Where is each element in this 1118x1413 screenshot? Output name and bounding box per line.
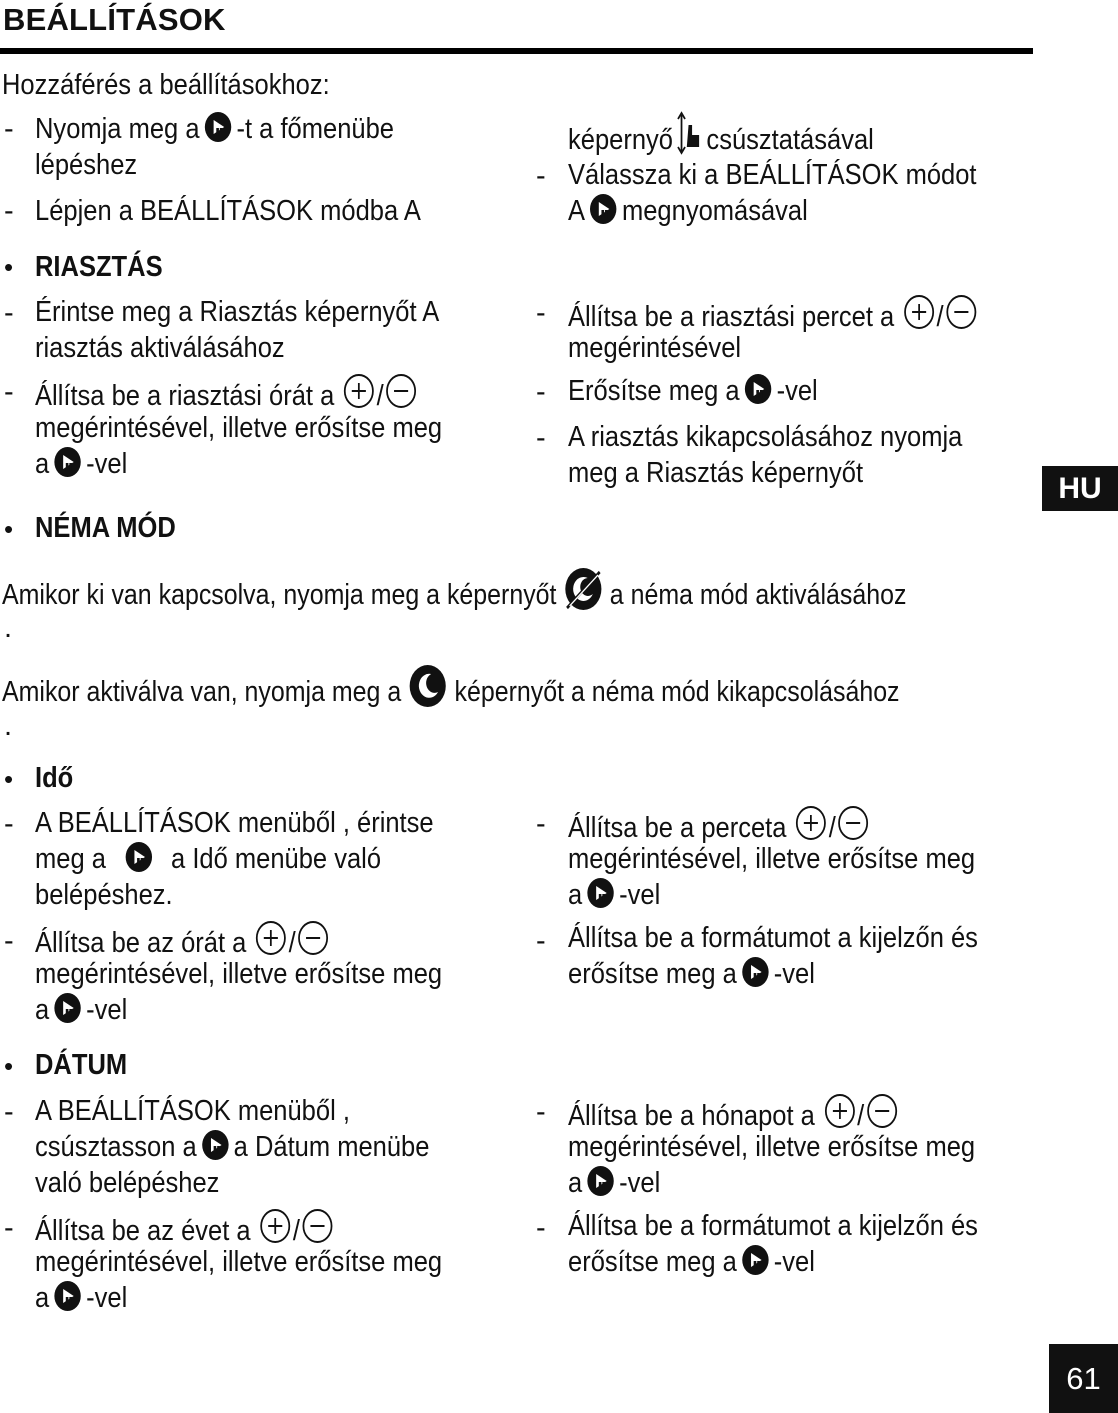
date-heading: DÁTUM [35, 1049, 128, 1081]
dash: - [4, 1096, 14, 1128]
plus-icon [903, 294, 935, 339]
time-step-3-cont: megérintésével, illetve erősítse meg [568, 843, 976, 875]
date-step-3-cont: megérintésével, illetve erősítse meg [568, 1131, 976, 1163]
access-step-1-cont: lépéshez [35, 149, 138, 181]
confirm-icon [54, 1281, 80, 1311]
dash: - [536, 1096, 546, 1128]
access-intro: Hozzáférés a beállításokhoz: [2, 69, 330, 101]
dash: - [4, 376, 14, 408]
mute-para-2-dot: . [4, 710, 13, 742]
access-step-3-cont: A megnyomásával [568, 195, 808, 227]
date-step-2: Állítsa be az évet a / [35, 1208, 335, 1253]
dash: - [4, 1212, 14, 1244]
page-title: BEÁLLÍTÁSOK [3, 2, 226, 37]
dash: - [4, 113, 14, 145]
dash: - [4, 808, 14, 840]
dash: - [4, 195, 14, 227]
time-step-1-end: belépéshez. [35, 879, 173, 911]
time-step-4-cont: erősítse meg a -vel [568, 958, 815, 990]
date-step-3: Állítsa be a hónapot a / [568, 1093, 899, 1138]
dash: - [536, 297, 546, 329]
dash: - [536, 376, 546, 408]
confirm-icon [202, 1130, 228, 1160]
alarm-step-5: A riasztás kikapcsolásához nyomja [568, 421, 963, 453]
time-heading: Idő [35, 762, 74, 794]
date-step-4-cont: erősítse meg a -vel [568, 1246, 815, 1278]
mute-heading: NÉMA MÓD [35, 512, 176, 544]
moon-icon [408, 663, 448, 718]
date-step-1: A BEÁLLÍTÁSOK menüből , [35, 1095, 350, 1127]
alarm-step-1: Érintse meg a Riasztás képernyőt A [35, 296, 440, 328]
date-step-2-cont: megérintésével, illetve erősítse meg [35, 1246, 443, 1278]
time-step-2-end: a -vel [35, 994, 128, 1026]
alarm-step-2-cont: megérintésével, illetve erősítse meg [35, 412, 443, 444]
confirm-icon [745, 374, 771, 404]
bullet: • [4, 764, 14, 794]
alarm-step-5-cont: meg a Riasztás képernyőt [568, 457, 864, 489]
time-step-2-cont: megérintésével, illetve erősítse meg [35, 958, 443, 990]
confirm-icon [125, 842, 151, 872]
page-number: 61 [1049, 1344, 1118, 1413]
access-step-1: Nyomja meg a -t a főmenübe [35, 113, 394, 145]
bullet: • [4, 514, 14, 544]
alarm-step-2-end: a -vel [35, 448, 128, 480]
access-step-2: Lépjen a BEÁLLÍTÁSOK módba A [35, 195, 421, 227]
mute-para-2: Amikor aktiválva van, nyomja meg a képernyőt a néma mód kikapcsolásához [2, 663, 900, 718]
alarm-step-4: Erősítse meg a -vel [568, 375, 818, 407]
dash: - [536, 160, 546, 192]
date-step-1-cont: csúsztasson a a Dátum menübe [35, 1131, 430, 1163]
time-step-3-end: a -vel [568, 879, 661, 911]
dash: - [536, 808, 546, 840]
confirm-icon [590, 194, 616, 224]
alarm-step-3: Állítsa be a riasztási percet a / [568, 294, 979, 339]
time-step-4: Állítsa be a formátumot a kijelzőn és [568, 922, 978, 954]
dash: - [4, 925, 14, 957]
alarm-step-1-cont: riasztás aktiválásához [35, 332, 285, 364]
time-step-1-cont: meg a a Idő menübe való [35, 843, 382, 875]
alarm-step-2: Állítsa be a riasztási órát a / [35, 373, 419, 418]
date-step-1-end: való belépéshez [35, 1167, 220, 1199]
mute-off-icon [563, 566, 603, 621]
dash: - [4, 297, 14, 329]
dash: - [536, 422, 546, 454]
date-step-3-end: a -vel [568, 1167, 661, 1199]
language-tab: HU [1042, 466, 1118, 511]
mute-para-1: Amikor ki van kapcsolva, nyomja meg a képernyőt a néma mód aktiválásához [2, 566, 906, 621]
access-step-3: Válassza ki a BEÁLLÍTÁSOK módot [568, 159, 977, 191]
confirm-icon [54, 993, 80, 1023]
confirm-icon [205, 112, 231, 142]
dash: - [536, 925, 546, 957]
time-step-1: A BEÁLLÍTÁSOK menüből , érintse [35, 807, 434, 839]
confirm-icon [742, 1245, 768, 1275]
date-step-2-end: a -vel [35, 1282, 128, 1314]
alarm-heading: RIASZTÁS [35, 251, 163, 283]
time-step-3: Állítsa be a perceta / [568, 805, 871, 850]
dash: - [536, 1212, 546, 1244]
time-step-2: Állítsa be az órát a / [35, 920, 331, 965]
bullet: • [4, 252, 14, 282]
mute-para-1-dot: . [4, 612, 13, 644]
minus-icon [945, 294, 977, 339]
title-underline [0, 48, 1033, 54]
confirm-icon [587, 878, 613, 908]
confirm-icon [742, 957, 768, 987]
confirm-icon [54, 447, 80, 477]
bullet: • [4, 1051, 14, 1081]
access-step-2-cont: képernyő csúsztatásával [568, 111, 874, 164]
date-step-4: Állítsa be a formátumot a kijelzőn és [568, 1210, 978, 1242]
confirm-icon [587, 1166, 613, 1196]
alarm-step-3-cont: megérintésével [568, 332, 742, 364]
